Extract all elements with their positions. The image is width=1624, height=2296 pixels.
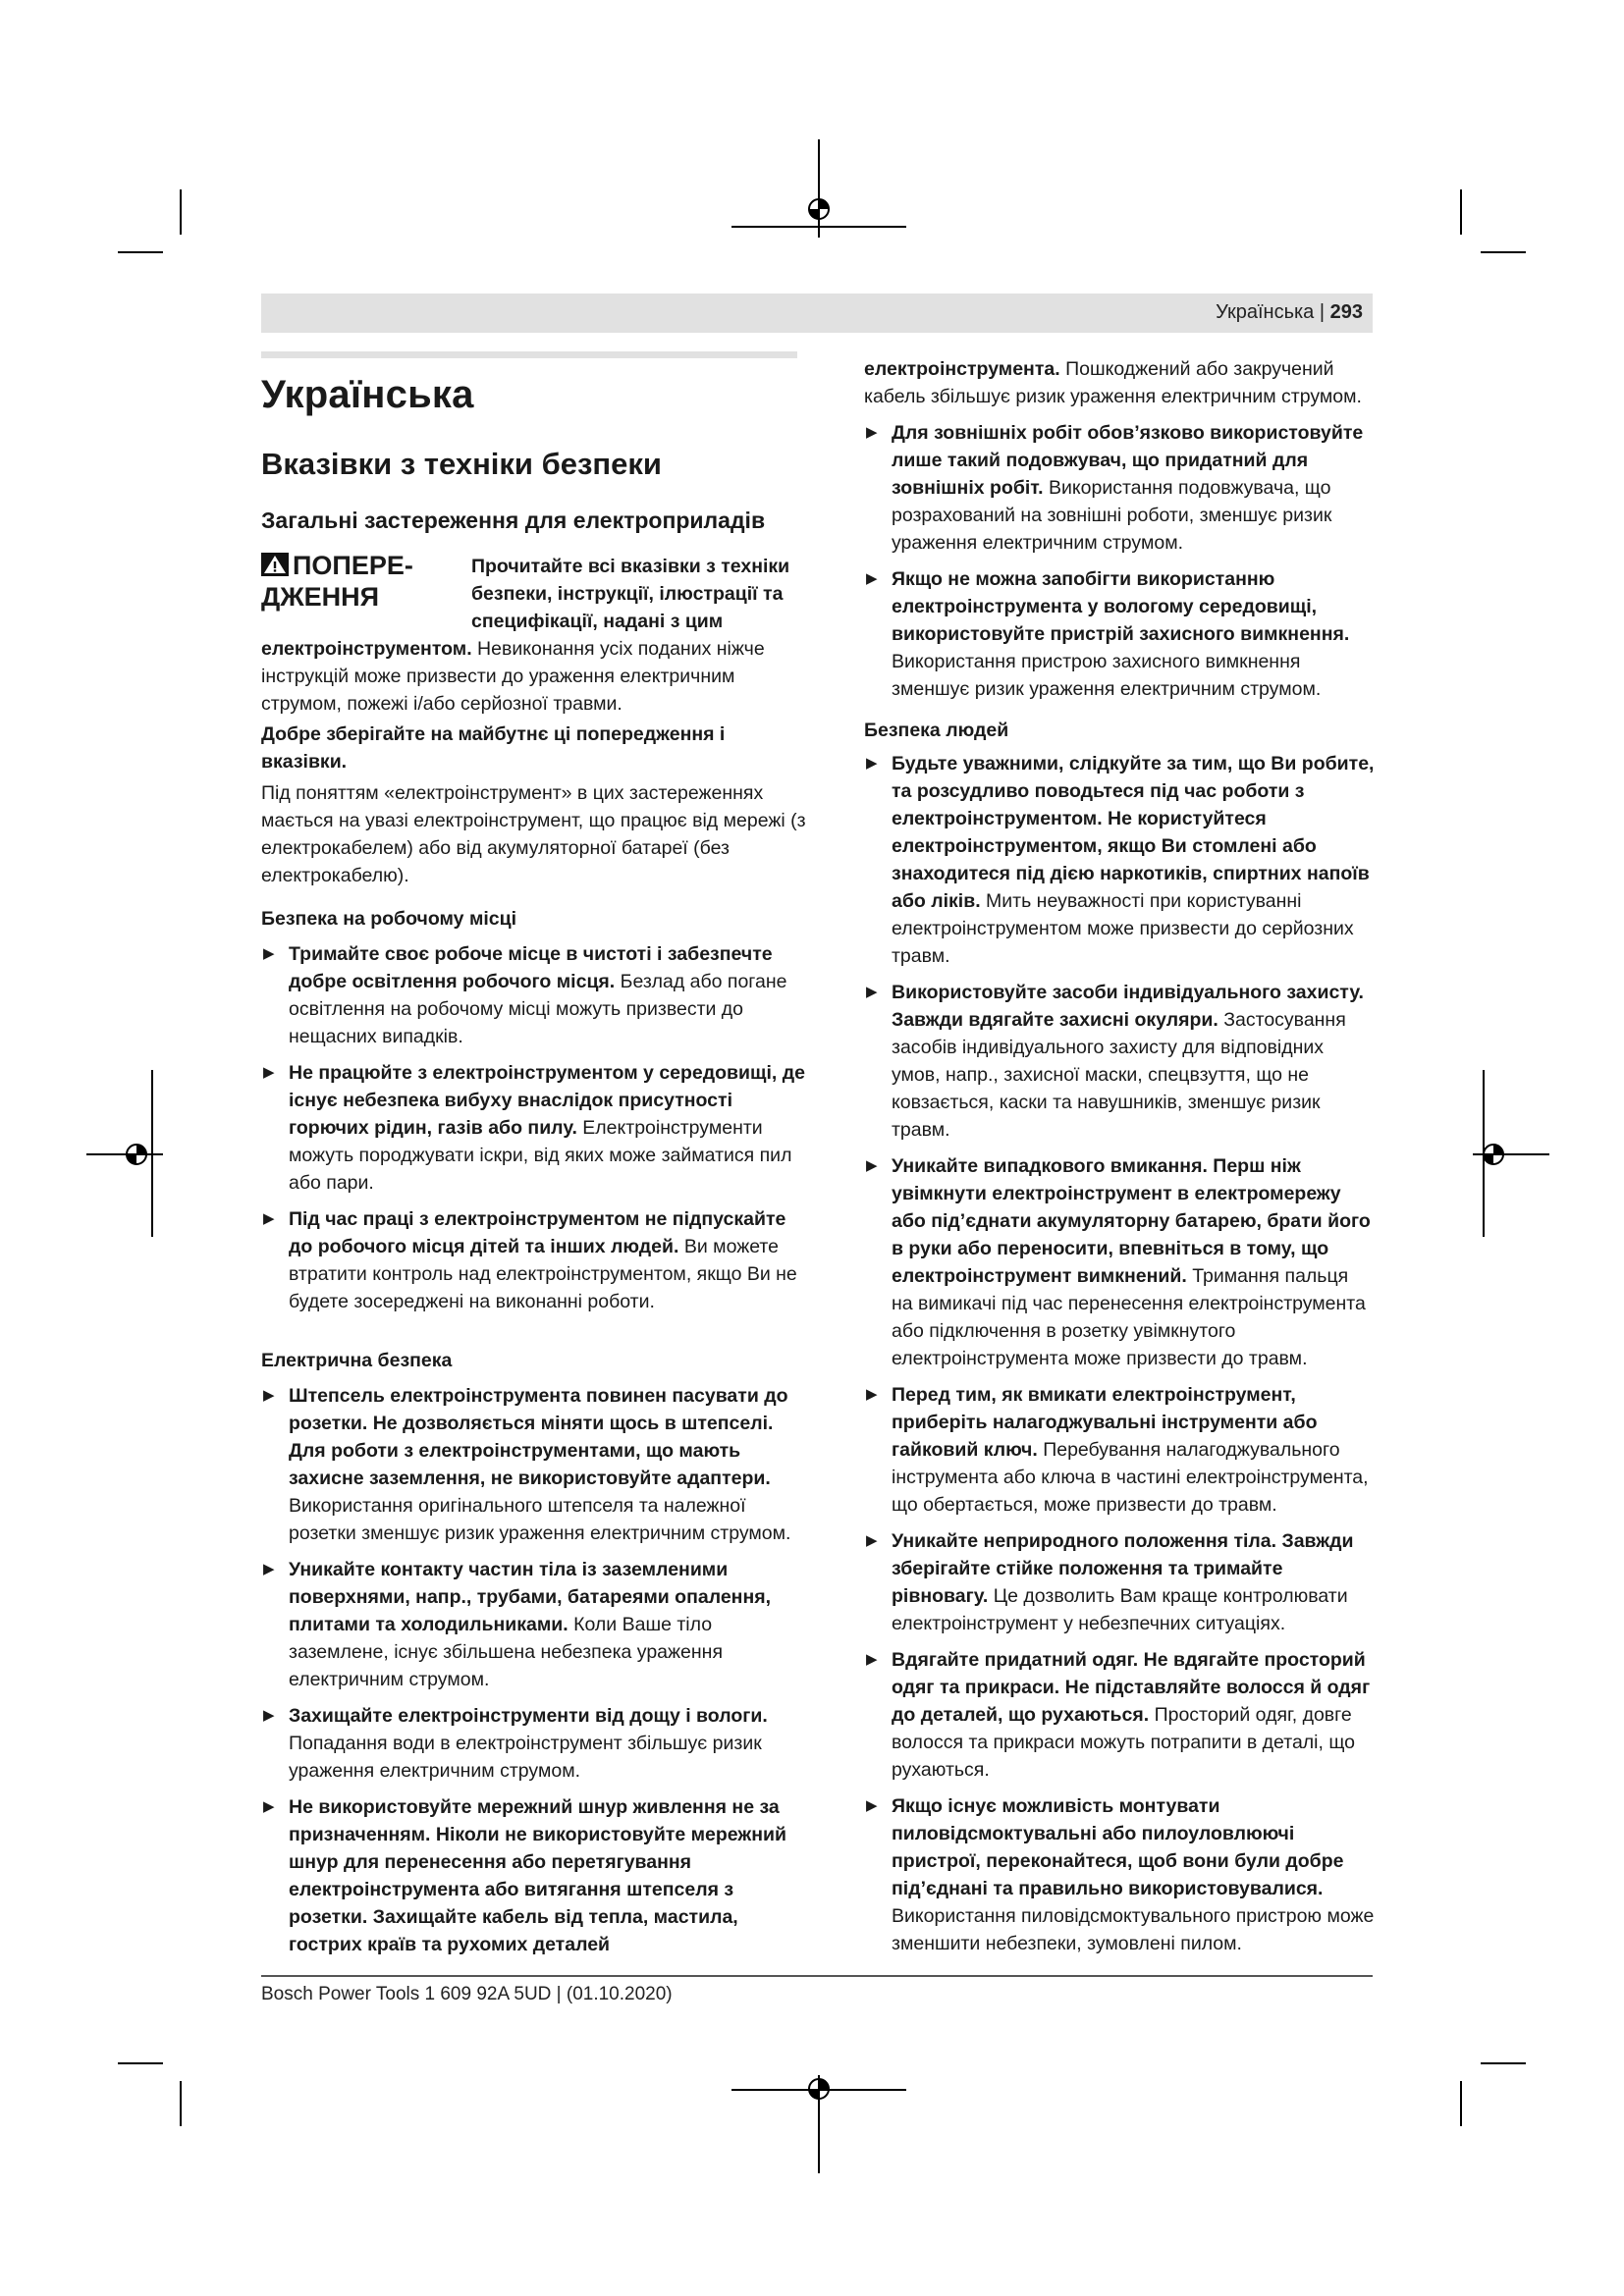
page-number: 293	[1329, 301, 1363, 323]
continued-text: Пошкоджений або закручений кабель збільшує ризик ураження електричним струмом.	[864, 358, 1362, 407]
bullet-arrow-icon: ▶	[263, 1064, 275, 1081]
list-item: ▶ Штепсель електроінструмента повинен пасувати до розетки. Не дозволяється міняти щось в штепселі. Для роботи з електроінструментами, що мають захисне заземлення, не використовуйте адаптери. Використання оригінального штепселя та належної розетки зменшує ризик ураження електричним струмом.	[261, 1382, 811, 1547]
work-area-section	[261, 905, 811, 1324]
bullet-arrow-icon: ▶	[866, 1386, 878, 1403]
warning-text: Невиконання усіх поданих ніжче інструкцій може призвести до ураження електричним струмом, пожежі і/або серйозної травми.	[261, 638, 765, 715]
crop-mark	[1481, 251, 1526, 253]
subsection-heading: Загальні застереження для електроприладів	[261, 507, 766, 533]
warning-bold-text	[471, 553, 810, 635]
work-area-heading: Безпека на робочому місці	[261, 908, 517, 930]
crop-mark	[180, 189, 182, 235]
list-item: ▶ Використовуйте засоби індивідуального захисту. Завжди вдягайте захисні окуляри. Застосування засобів індивідуального захисту для відповідних умов, напр., захисної маски, спецвзуття, що не ковзається, каски та навушників, зменшує ризик травм.	[864, 979, 1375, 1144]
personal-heading: Безпека людей	[864, 720, 1009, 741]
warning-triangle-icon	[261, 553, 289, 576]
list-item: ▶ Уникайте випадкового вмикання. Перш ніж увімкнути електроінструмент в електромережу або під’єднати акумуляторну батарею, брати його в руки або переносити, впевніться в тому, що електроінструмент вимкнений. Тримання пальця на вимикачі під час перенесення електроінструмента або підключення в розетку увімкнутого електроінструмента може призвести до травм.	[864, 1152, 1375, 1372]
bullet-arrow-icon: ▶	[866, 570, 878, 587]
registration-target-icon	[124, 1142, 149, 1167]
crop-mark	[118, 2062, 163, 2064]
warning-bold-line: специфікації, надані з цим	[471, 611, 724, 632]
bullet-arrow-icon: ▶	[263, 1561, 275, 1577]
header-text: Українська | 293	[1216, 301, 1363, 323]
crop-mark	[118, 251, 163, 253]
warning-label	[261, 550, 458, 613]
definition-paragraph: Під поняттям «електроінструмент» в цих застереженнях мається на увазі електроінструмент, що працює від мережі (з електрокабелем) або від акумуляторної батареї (без електрокабелю).	[261, 782, 806, 886]
bullet-arrow-icon: ▶	[866, 1797, 878, 1814]
bullet-arrow-icon: ▶	[866, 984, 878, 1000]
list-item: ▶ Перед тим, як вмикати електроінструмент, приберіть налагоджувальні інструменти або гайковий ключ. Перебування налагоджувального інструмента або ключа в частині електроінструмента, що обертається, може призвести до травм.	[864, 1381, 1375, 1519]
list-item: ▶ Вдягайте придатний одяг. Не вдягайте просторий одяг та прикраси. Не підставляйте волосся й одяг до деталей, що рухаються. Просторий одяг, довге волосся та прикраси можуть потрапити в деталі, що рухаються.	[864, 1646, 1375, 1784]
bullet-arrow-icon: ▶	[263, 1798, 275, 1815]
warning-label-line2: ДЖЕННЯ	[261, 582, 380, 612]
list-item: ▶ Під час праці з електроінструментом не підпускайте до робочого місця дітей та інших людей. Ви можете втратити контроль над електроінструментом, якщо Ви не будете зосереджені на виконанні роботи.	[261, 1205, 811, 1315]
bullet-arrow-icon: ▶	[263, 1707, 275, 1724]
page-header	[261, 294, 1373, 333]
crop-mark	[180, 2081, 182, 2126]
bullet-arrow-icon: ▶	[263, 1210, 275, 1227]
bullet-arrow-icon: ▶	[263, 1387, 275, 1404]
list-item: ▶ Не працюйте з електроінструментом у середовищі, де існує небезпека вибуху внаслідок присутності горючих рідин, газів або пилу. Електроінструменти можуть породжувати іскри, від яких може займатися пил або пари.	[261, 1059, 811, 1197]
page-title: Українська	[261, 373, 474, 416]
warning-body	[261, 635, 809, 718]
bullet-arrow-icon: ▶	[866, 755, 878, 772]
crop-mark	[1481, 2062, 1526, 2064]
list-item: ▶ Тримайте своє робоче місце в чистоті і забезпечте добре освітлення робочого місця. Безлад або погане освітлення на робочому місці можуть призвести до нещасних випадків.	[261, 940, 811, 1050]
list-item: ▶ Якщо не можна запобігти використанню електроінструмента у вологому середовищі, використовуйте пристрій захисного вимкнення. Використання пристрою захисного вимкнення зменшує ризик ураження електричним струмом.	[864, 565, 1375, 703]
warning-bold-line: Прочитайте всі вказівки з техніки	[471, 556, 790, 577]
registration-line	[151, 1070, 153, 1237]
registration-target-icon	[1481, 1142, 1506, 1167]
section-heading: Вказівки з техніки безпеки	[261, 447, 662, 481]
bullet-arrow-icon: ▶	[263, 945, 275, 962]
list-item: ▶ Захищайте електроінструменти від дощу і вологи. Попадання води в електроінструмент збільшує ризик ураження електричним струмом.	[261, 1702, 811, 1785]
list-item: ▶ Уникайте неприродного положення тіла. Завжди зберігайте стійке положення та тримайте рівновагу. Це дозволить Вам краще контролювати електроінструмент у небезпечних ситуаціях.	[864, 1527, 1375, 1637]
registration-target-icon	[806, 196, 832, 222]
crop-mark	[1460, 189, 1462, 235]
list-item: ▶ Для зовнішніх робіт обов’язково використовуйте лише такий подовжувач, що придатний для зовнішніх робіт. Використання подовжувача, що розрахований на зовнішні роботи, зменшує ризик ураження електричним струмом.	[864, 419, 1375, 557]
title-rule	[261, 351, 797, 358]
footer-text: Bosch Power Tools 1 609 92A 5UD | (01.10.2020)	[261, 1984, 673, 2004]
continued-bold: електроінструмента.	[864, 358, 1060, 380]
keep-notice: Добре зберігайте на майбутнє ці попередження і вказівки.	[261, 723, 726, 773]
bullet-arrow-icon: ▶	[866, 424, 878, 441]
list-item: ▶ Не використовуйте мережний шнур живлення не за призначенням. Ніколи не використовуйте мережний шнур для перенесення або перетягування електроінструмента або витягання штепселя з розетки. Захищайте кабель від тепла, мастила, гострих країв та рухомих деталей	[261, 1793, 811, 1958]
warning-label-line1: ПОПЕРЕ-	[293, 551, 413, 580]
electrical-section	[261, 1347, 811, 1958]
list-item: ▶ Уникайте контакту частин тіла із заземленими поверхнями, напр., трубами, батареями опалення, плитами та холодильниками. Коли Ваше тіло заземлене, існує збільшена небезпека ураження електричним струмом.	[261, 1556, 811, 1693]
bullet-arrow-icon: ▶	[866, 1651, 878, 1668]
header-language: Українська	[1216, 301, 1315, 323]
warning-bold-line: безпеки, інструкції, ілюстрації та	[471, 583, 784, 605]
bullet-arrow-icon: ▶	[866, 1532, 878, 1549]
electrical-heading: Електрична безпека	[261, 1350, 453, 1371]
registration-target-icon	[806, 2076, 832, 2102]
crop-mark	[1460, 2081, 1462, 2126]
footer-rule	[261, 1975, 1373, 1977]
list-item: ▶ Будьте уважними, слідкуйте за тим, що Ви робите, та розсудливо поводьтеся під час роботи з електроінструментом. Не користуйтеся електроінструментом, якщо Ви стомлені або знаходитеся під дією наркотиків, спиртних напоїв або ліків. Мить неуважності при користуванні електроінструментом може призвести до серйозних травм.	[864, 750, 1375, 970]
warning-bold-tail: електроінструментом.	[261, 638, 472, 660]
right-column	[864, 355, 1375, 1957]
registration-line	[818, 139, 820, 238]
list-item: ▶ Якщо існує можливість монтувати пиловідсмоктувальні або пилоуловлюючі пристрої, переконайтеся, щоб вони були добре під’єднані та правильно використовувалися. Використання пиловідсмоктувального пристрою може зменшити небезпеки, зумовлені пилом.	[864, 1792, 1375, 1957]
bullet-arrow-icon: ▶	[866, 1157, 878, 1174]
